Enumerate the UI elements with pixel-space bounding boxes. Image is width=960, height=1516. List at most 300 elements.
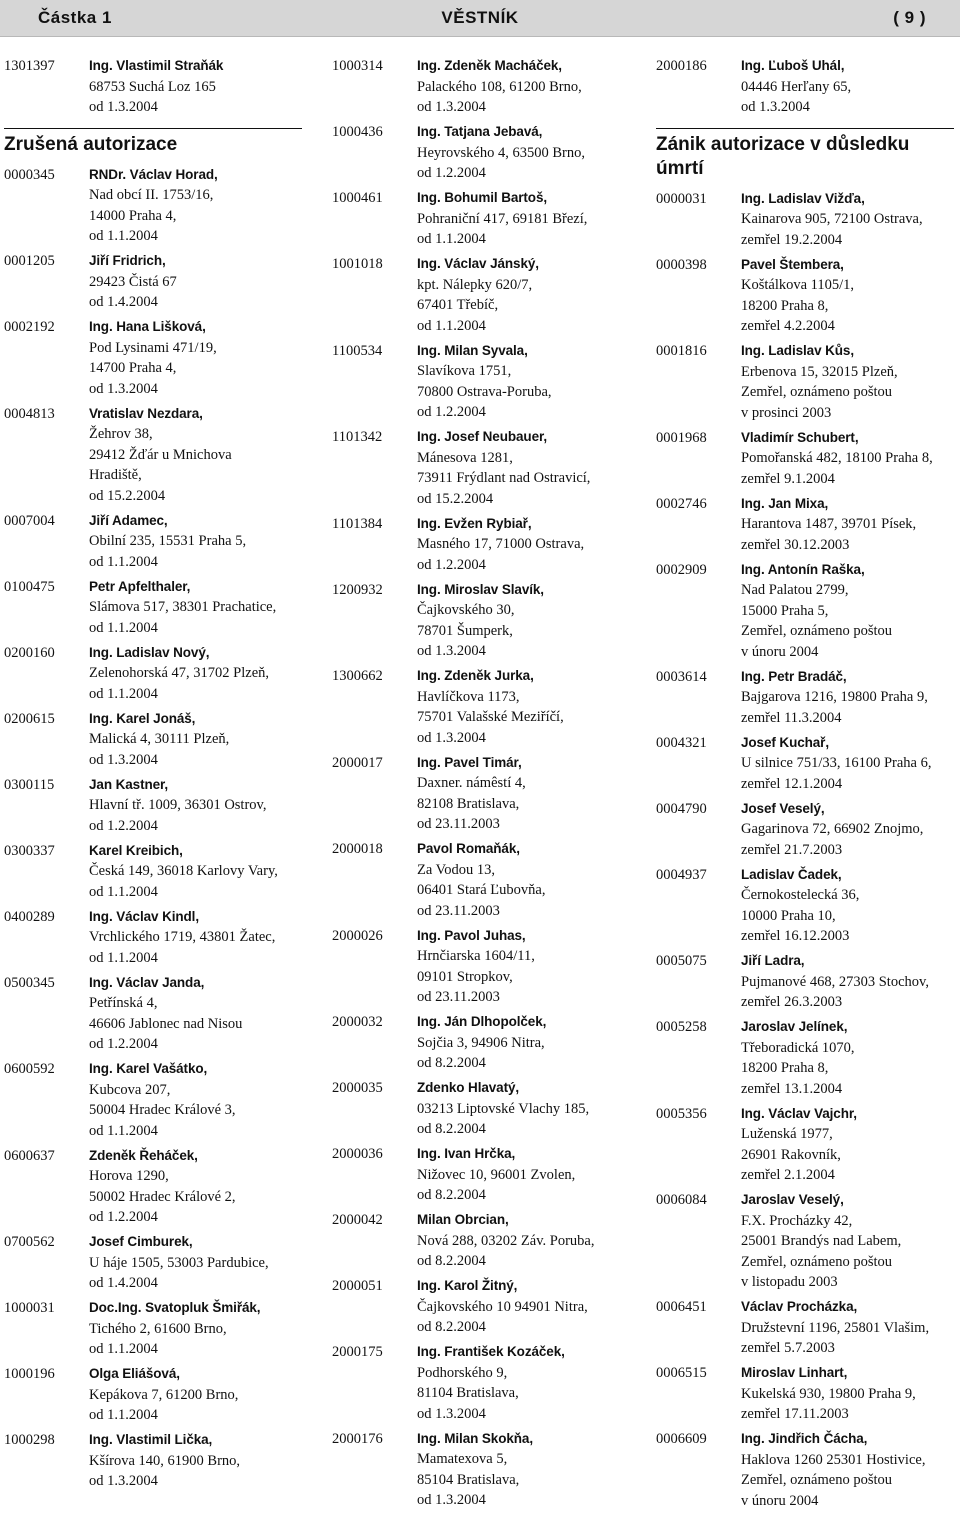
entry-details: [89, 973, 304, 1055]
column-1: [4, 56, 304, 1496]
entry-details: [417, 56, 632, 118]
authorization-number: 2000017: [332, 754, 383, 771]
entry-details: [417, 1012, 632, 1074]
address-line: od 8.2.2004: [417, 1319, 486, 1335]
person-name: Pavel Štembera,: [741, 256, 844, 272]
authorization-number: 0004813: [4, 405, 55, 422]
list-item: [332, 753, 632, 835]
address-line: od 1.1.2004: [89, 553, 158, 570]
list-item: [4, 1298, 304, 1360]
address-line: 10000 Praha 10,: [741, 907, 836, 924]
list-item: [656, 1429, 956, 1511]
address-line: v listopadu 2003: [741, 1274, 838, 1290]
person-name: Milan Obrcian,: [417, 1212, 509, 1227]
list-item: [4, 841, 304, 903]
authorization-number: 0600592: [4, 1061, 55, 1077]
address-line: od 1.3.2004: [417, 1405, 486, 1422]
address-line: od 1.1.2004: [89, 1122, 158, 1139]
list-item: [332, 56, 632, 118]
person-name: Vladimír Schubert,: [741, 429, 859, 445]
address-line: zemřel 2.1.2004: [741, 1167, 835, 1183]
person-name: Karel Kreibich,: [89, 842, 183, 858]
entry-details: [417, 580, 632, 662]
authorization-number: 1101384: [332, 515, 383, 532]
entry-details: [417, 427, 632, 509]
address-line: Harantova 1487, 39701 Písek,: [741, 516, 917, 532]
address-line: Daxner. námêstí 4,: [417, 775, 526, 791]
address-line: zemřel 30.12.2003: [741, 536, 850, 553]
address-line: v únoru 2004: [741, 1492, 819, 1509]
entry-details: [741, 1017, 956, 1099]
list-item: [332, 341, 632, 423]
person-name: Ing. Ladislav Kůs,: [741, 343, 854, 358]
list-item: [4, 404, 304, 507]
address-line: od 1.1.2004: [89, 619, 158, 636]
address-line: od 1.1.2004: [417, 317, 486, 334]
list-item: [4, 907, 304, 969]
address-line: od 23.11.2003: [417, 816, 500, 832]
entry-details: [89, 511, 304, 573]
address-line: od 1.1.2004: [89, 1407, 158, 1423]
person-name: Miroslav Linhart,: [741, 1365, 848, 1380]
person-name: Ing. Antonín Raška,: [741, 561, 865, 577]
person-name: Ing. Pavel Timár,: [417, 754, 522, 770]
address-line: Luženská 1977,: [741, 1126, 833, 1142]
entry-details: [417, 666, 632, 748]
person-name: Olga Eliášová,: [89, 1366, 180, 1381]
address-line: Heyrovského 4, 63500 Brno,: [417, 144, 585, 161]
address-line: 26901 Rakovník,: [741, 1146, 841, 1163]
address-line: Hrnčiarska 1604/11,: [417, 948, 535, 964]
list-item: [332, 1276, 632, 1338]
address-line: Zemřel, oznámeno poštou: [741, 623, 892, 639]
list-item: [332, 1210, 632, 1272]
list-item: [656, 56, 956, 118]
entry-details: [89, 775, 304, 837]
address-line: Sojčia 3, 94906 Nitra,: [417, 1034, 545, 1051]
authorization-number: 2000018: [332, 841, 383, 857]
list-item: [4, 1059, 304, 1141]
person-name: Ladislav Čadek,: [741, 866, 842, 882]
list-item: [656, 189, 956, 251]
page-header: [0, 0, 960, 37]
authorization-number: 0002192: [4, 319, 55, 335]
authorization-number: 1000461: [332, 190, 383, 206]
person-name: Ing. František Kozáček,: [417, 1344, 565, 1359]
list-item: [4, 709, 304, 771]
column-2: [332, 56, 632, 1515]
address-line: zemřel 4.2.2004: [741, 318, 835, 334]
address-line: 68753 Suchá Loz 165: [89, 78, 216, 95]
address-line: 70800 Ostrava-Poruba,: [417, 383, 552, 400]
address-line: od 1.3.2004: [417, 99, 486, 115]
journal-title: VĚSTNÍK: [441, 8, 519, 27]
list-item: [332, 1078, 632, 1140]
list-item: [332, 427, 632, 509]
address-line: Zemřel, oznámeno poštou: [741, 1253, 892, 1270]
entry-details: [741, 799, 956, 861]
address-line: od 1.1.2004: [89, 883, 158, 900]
address-line: 14700 Praha 4,: [89, 360, 177, 376]
address-line: od 1.2.2004: [417, 404, 486, 420]
entry-details: [417, 839, 632, 921]
address-line: Mánesova 1281,: [417, 449, 513, 466]
address-line: od 8.2.2004: [417, 1253, 486, 1269]
address-line: 25001 Brandýs nad Labem,: [741, 1233, 902, 1249]
list-item: [332, 1342, 632, 1424]
address-line: 73911 Frýdlant nad Ostravicí,: [417, 470, 591, 486]
address-line: 46606 Jablonec nad Nisou: [89, 1015, 243, 1032]
entry-details: [741, 1363, 956, 1425]
entry-details: [741, 733, 956, 795]
address-line: v únoru 2004: [741, 643, 819, 660]
address-line: Pomořanská 482, 18100 Praha 8,: [741, 450, 933, 466]
entry-details: [417, 1342, 632, 1424]
person-name: Jiří Fridrich,: [89, 253, 166, 268]
address-line: od 23.11.2003: [417, 989, 500, 1005]
authorization-number: 0004937: [656, 866, 707, 883]
person-name: Jiří Adamec,: [89, 512, 168, 528]
authorization-number: 1101342: [332, 429, 383, 445]
entry-details: [741, 1429, 956, 1511]
entry-details: [89, 841, 304, 903]
entry-details: [417, 753, 632, 835]
address-line: Kainarova 905, 72100 Ostrava,: [741, 211, 923, 227]
person-name: Doc.Ing. Svatopluk Šmiřák,: [89, 1300, 261, 1315]
entry-details: [741, 341, 956, 423]
list-item: [4, 643, 304, 705]
person-name: Ing. Zdeněk Jurka,: [417, 668, 534, 683]
address-line: zemřel 11.3.2004: [741, 709, 842, 726]
entry-details: [741, 1190, 956, 1293]
entry-details: [89, 643, 304, 705]
list-item: [4, 1146, 304, 1228]
entry-details: [741, 255, 956, 337]
authorization-number: 0005356: [656, 1105, 707, 1122]
address-line: zemřel 21.7.2003: [741, 841, 843, 858]
authorization-number: 0400289: [4, 908, 55, 925]
authorization-number: 0001968: [656, 429, 707, 446]
address-line: Palackého 108, 61200 Brno,: [417, 78, 582, 95]
address-line: Haklova 1260 25301 Hostivice,: [741, 1451, 926, 1468]
entry-details: [417, 188, 632, 250]
address-line: kpt. Nálepky 620/7,: [417, 276, 533, 293]
authorization-number: 0500345: [4, 974, 55, 991]
person-name: Jaroslav Jelínek,: [741, 1019, 848, 1034]
person-name: Ing. Václav Jánský,: [417, 256, 539, 271]
list-item: [332, 122, 632, 184]
authorization-number: 0001816: [656, 343, 707, 359]
address-line: v prosinci 2003: [741, 404, 832, 421]
address-line: od 1.3.2004: [417, 729, 486, 746]
authorization-number: 2000176: [332, 1430, 383, 1447]
authorization-number: 2000035: [332, 1080, 383, 1096]
person-name: Ing. Josef Neubauer,: [417, 429, 548, 444]
address-line: zemřel 9.1.2004: [741, 470, 835, 487]
address-line: zemřel 16.12.2003: [741, 928, 850, 944]
list-item: [656, 1363, 956, 1425]
address-line: Malická 4, 30111 Plzeň,: [89, 731, 230, 747]
person-name: Ing. Vlastimil Lička,: [89, 1432, 213, 1447]
authorization-number: 0300115: [4, 776, 55, 793]
list-item: [332, 839, 632, 921]
address-line: 09101 Stropkov,: [417, 968, 513, 985]
address-line: Kubcova 207,: [89, 1081, 171, 1098]
entry-details: [741, 428, 956, 490]
list-item: [4, 317, 304, 399]
entry-details: [741, 560, 956, 663]
person-name: Ing. Evžen Rybiař,: [417, 515, 532, 531]
address-line: 81104 Bratislava,: [417, 1385, 519, 1401]
person-name: Josef Kuchař,: [741, 734, 829, 750]
address-line: 18200 Praha 8,: [741, 1060, 829, 1076]
authorization-number: 1300662: [332, 668, 383, 684]
address-line: Čajkovského 30,: [417, 602, 515, 618]
address-line: Tichého 2, 61600 Brno,: [89, 1320, 227, 1337]
address-line: Kukelská 930, 19800 Praha 9,: [741, 1385, 916, 1402]
person-name: Ing. Hana Lišková,: [89, 319, 206, 334]
person-name: Vratislav Nezdara,: [89, 405, 203, 421]
list-item: [4, 1232, 304, 1294]
authorization-number: 0006609: [656, 1431, 707, 1447]
list-item: [656, 341, 956, 423]
list-item: [332, 1429, 632, 1511]
authorization-number: 2000175: [332, 1344, 383, 1360]
entry-details: [89, 577, 304, 639]
address-line: 85104 Bratislava,: [417, 1471, 520, 1488]
address-line: 82108 Bratislava,: [417, 795, 520, 812]
authorization-number: 1000298: [4, 1432, 55, 1448]
issue-label: Částka 1: [38, 8, 112, 27]
address-line: od 1.2.2004: [89, 817, 158, 834]
person-name: Petr Apfelthaler,: [89, 578, 191, 594]
entry-details: [741, 189, 956, 251]
person-name: Ing. Ľuboš Uhál,: [741, 58, 845, 73]
authorization-number: 2000042: [332, 1212, 383, 1228]
person-name: Ing. Václav Vajchr,: [741, 1105, 857, 1121]
address-line: od 1.1.2004: [417, 231, 486, 247]
entry-details: [741, 951, 956, 1013]
address-line: 06401 Stará Ľubovňa,: [417, 882, 546, 898]
authorization-number: 0300337: [4, 842, 55, 859]
authorization-number: 2000032: [332, 1014, 383, 1030]
person-name: Ing. Pavol Juhas,: [417, 927, 526, 943]
list-item: [332, 926, 632, 1008]
entry-details: [741, 667, 956, 729]
authorization-number: 2000036: [332, 1146, 383, 1162]
person-name: Ing. Zdeněk Macháček,: [417, 58, 562, 73]
address-line: 67401 Třebíč,: [417, 297, 499, 313]
entry-details: [417, 1276, 632, 1338]
person-name: Ing. Ladislav Nový,: [89, 644, 210, 660]
person-name: Ing. Ján Dlhopolček,: [417, 1014, 547, 1029]
authorization-number: 0600637: [4, 1147, 55, 1164]
address-line: od 1.3.2004: [417, 1492, 486, 1508]
authorization-number: 1100534: [332, 342, 383, 359]
address-line: Petřínská 4,: [89, 995, 158, 1011]
address-line: Pohraniční 417, 69181 Březí,: [417, 210, 588, 227]
entry-details: [89, 317, 304, 399]
list-item: [656, 865, 956, 947]
section-heading: Zrušená autorizace: [4, 128, 302, 157]
list-item: [4, 577, 304, 639]
address-line: Hlavní tř. 1009, 36301 Ostrov,: [89, 797, 267, 813]
address-line: Slámova 517, 38301 Prachatice,: [89, 599, 277, 615]
authorization-number: 0000398: [656, 256, 707, 273]
person-name: Ing. Tatjana Jebavá,: [417, 124, 543, 139]
address-line: Koštálkova 1105/1,: [741, 277, 855, 293]
entry-details: [417, 254, 632, 336]
authorization-number: 0200160: [4, 644, 55, 661]
entry-details: [89, 1146, 304, 1228]
person-name: Pavol Romaňák,: [417, 841, 520, 856]
list-item: [4, 1364, 304, 1426]
address-line: Zelenohorská 47, 31702 Plzeň,: [89, 665, 270, 681]
list-item: [656, 733, 956, 795]
address-line: 29423 Čistá 67: [89, 273, 177, 290]
list-item: [656, 255, 956, 337]
authorization-number: 1000031: [4, 1300, 55, 1316]
entry-details: [417, 341, 632, 423]
authorization-number: 0100475: [4, 578, 55, 595]
address-line: Kšírova 140, 61900 Brno,: [89, 1452, 241, 1469]
address-line: od 15.2.2004: [417, 490, 494, 507]
list-item: [4, 775, 304, 837]
authorization-number: 0001205: [4, 253, 55, 269]
address-line: Za Vodou 13,: [417, 861, 496, 878]
authorization-number: 0000345: [4, 166, 55, 183]
list-item: [656, 667, 956, 729]
address-line: od 1.3.2004: [89, 751, 158, 768]
person-name: RNDr. Václav Horad,: [89, 166, 218, 182]
address-line: Masného 17, 71000 Ostrava,: [417, 536, 585, 552]
authorization-number: 0004790: [656, 800, 707, 817]
address-line: Gagarinova 72, 66902 Znojmo,: [741, 821, 924, 837]
entry-details: [89, 1364, 304, 1426]
address-line: od 8.2.2004: [417, 1187, 486, 1203]
entry-details: [89, 165, 304, 247]
authorization-number: 0002746: [656, 495, 707, 512]
person-name: Ing. Václav Kindl,: [89, 908, 199, 924]
address-line: od 8.2.2004: [417, 1121, 486, 1137]
address-line: 15000 Praha 5,: [741, 602, 829, 619]
authorization-number: 0000031: [656, 190, 707, 207]
person-name: Ing. Vlastimil Straňák: [89, 58, 224, 73]
list-item: [332, 1144, 632, 1206]
authorization-number: 0006451: [656, 1299, 707, 1315]
person-name: Josef Cimburek,: [89, 1234, 193, 1249]
list-item: [332, 188, 632, 250]
address-line: Kepákova 7, 61200 Brno,: [89, 1386, 239, 1403]
entry-details: [417, 1078, 632, 1140]
list-item: [656, 799, 956, 861]
address-line: 50002 Hradec Králové 2,: [89, 1188, 236, 1205]
authorization-number: 2000051: [332, 1278, 383, 1294]
authorization-number: 0002909: [656, 561, 707, 578]
address-line: Nad Palatou 2799,: [741, 582, 849, 598]
authorization-number: 0004321: [656, 734, 707, 751]
address-line: Nižovec 10, 96001 Zvolen,: [417, 1166, 576, 1183]
authorization-number: 1200932: [332, 581, 383, 598]
address-line: U silnice 751/33, 16100 Praha 6,: [741, 755, 932, 771]
address-line: 03213 Liptovské Vlachy 185,: [417, 1100, 590, 1117]
address-line: Slavíkova 1751,: [417, 363, 512, 379]
person-name: Ing. Ladislav Vižďa,: [741, 190, 865, 206]
address-line: 18200 Praha 8,: [741, 297, 829, 314]
list-item: [332, 666, 632, 748]
entry-details: [89, 907, 304, 969]
address-line: F.X. Procházky 42,: [741, 1212, 853, 1229]
address-line: Vrchlického 1719, 43801 Žatec,: [89, 929, 276, 945]
person-name: Ing. Karol Žitný,: [417, 1278, 518, 1293]
authorization-number: 1001018: [332, 256, 383, 272]
address-line: Mamatexova 5,: [417, 1451, 508, 1467]
entry-details: [741, 1297, 956, 1359]
list-item: [332, 254, 632, 336]
person-name: Ing. Petr Bradáč,: [741, 668, 847, 684]
authorization-number: 0006515: [656, 1365, 707, 1381]
address-line: Podhorského 9,: [417, 1364, 508, 1381]
list-item: [656, 1190, 956, 1293]
address-line: Nová 288, 03202 Záv. Poruba,: [417, 1232, 595, 1249]
address-line: Erbenova 15, 32015 Plzeň,: [741, 363, 898, 380]
entry-details: [89, 251, 304, 313]
authorization-number: 0005075: [656, 953, 707, 969]
list-item: [4, 56, 304, 118]
address-line: od 1.3.2004: [89, 99, 158, 115]
address-line: Černokostelecká 36,: [741, 887, 860, 903]
authorization-number: 0700562: [4, 1234, 55, 1250]
authorization-number: 0003614: [656, 668, 707, 685]
address-line: od 1.1.2004: [89, 1341, 158, 1357]
authorization-number: 0006084: [656, 1192, 707, 1208]
person-name: Ing. Ivan Hrčka,: [417, 1146, 516, 1161]
address-line: od 1.2.2004: [417, 556, 486, 573]
person-name: Ing. Jindřich Čácha,: [741, 1431, 868, 1446]
person-name: Ing. Milan Skokňa,: [417, 1430, 533, 1446]
address-line: od 1.2.2004: [89, 1209, 158, 1225]
address-line: od 1.3.2004: [89, 1473, 158, 1489]
authorization-number: 1000436: [332, 124, 383, 140]
address-line: od 1.2.2004: [89, 1036, 158, 1052]
person-name: Ing. Karel Vašátko,: [89, 1061, 208, 1076]
address-line: zemřel 17.11.2003: [741, 1406, 849, 1422]
entry-details: [741, 1104, 956, 1186]
entry-details: [417, 1144, 632, 1206]
address-line: od 15.2.2004: [89, 487, 166, 504]
person-name: Ing. Václav Janda,: [89, 974, 205, 990]
address-line: od 8.2.2004: [417, 1055, 486, 1071]
person-name: Zdeněk Řeháček,: [89, 1147, 198, 1163]
authorization-number: 1301397: [4, 58, 55, 74]
authorization-number: 2000186: [656, 58, 707, 74]
address-line: Čajkovského 10 94901 Nitra,: [417, 1298, 588, 1315]
entry-details: [89, 1430, 304, 1492]
list-item: [656, 560, 956, 663]
authorization-number: 1000314: [332, 58, 383, 74]
authorization-number: 2000026: [332, 927, 383, 944]
entry-details: [417, 1210, 632, 1272]
address-line: od 23.11.2003: [417, 902, 500, 919]
entry-details: [89, 404, 304, 507]
person-name: Václav Procházka,: [741, 1299, 858, 1314]
person-name: Zdenko Hlavatý,: [417, 1080, 520, 1095]
list-item: [656, 951, 956, 1013]
address-line: 04446 Herľany 65,: [741, 78, 852, 95]
list-item: [332, 1012, 632, 1074]
address-line: Obilní 235, 15531 Praha 5,: [89, 533, 247, 549]
entry-details: [89, 1232, 304, 1294]
